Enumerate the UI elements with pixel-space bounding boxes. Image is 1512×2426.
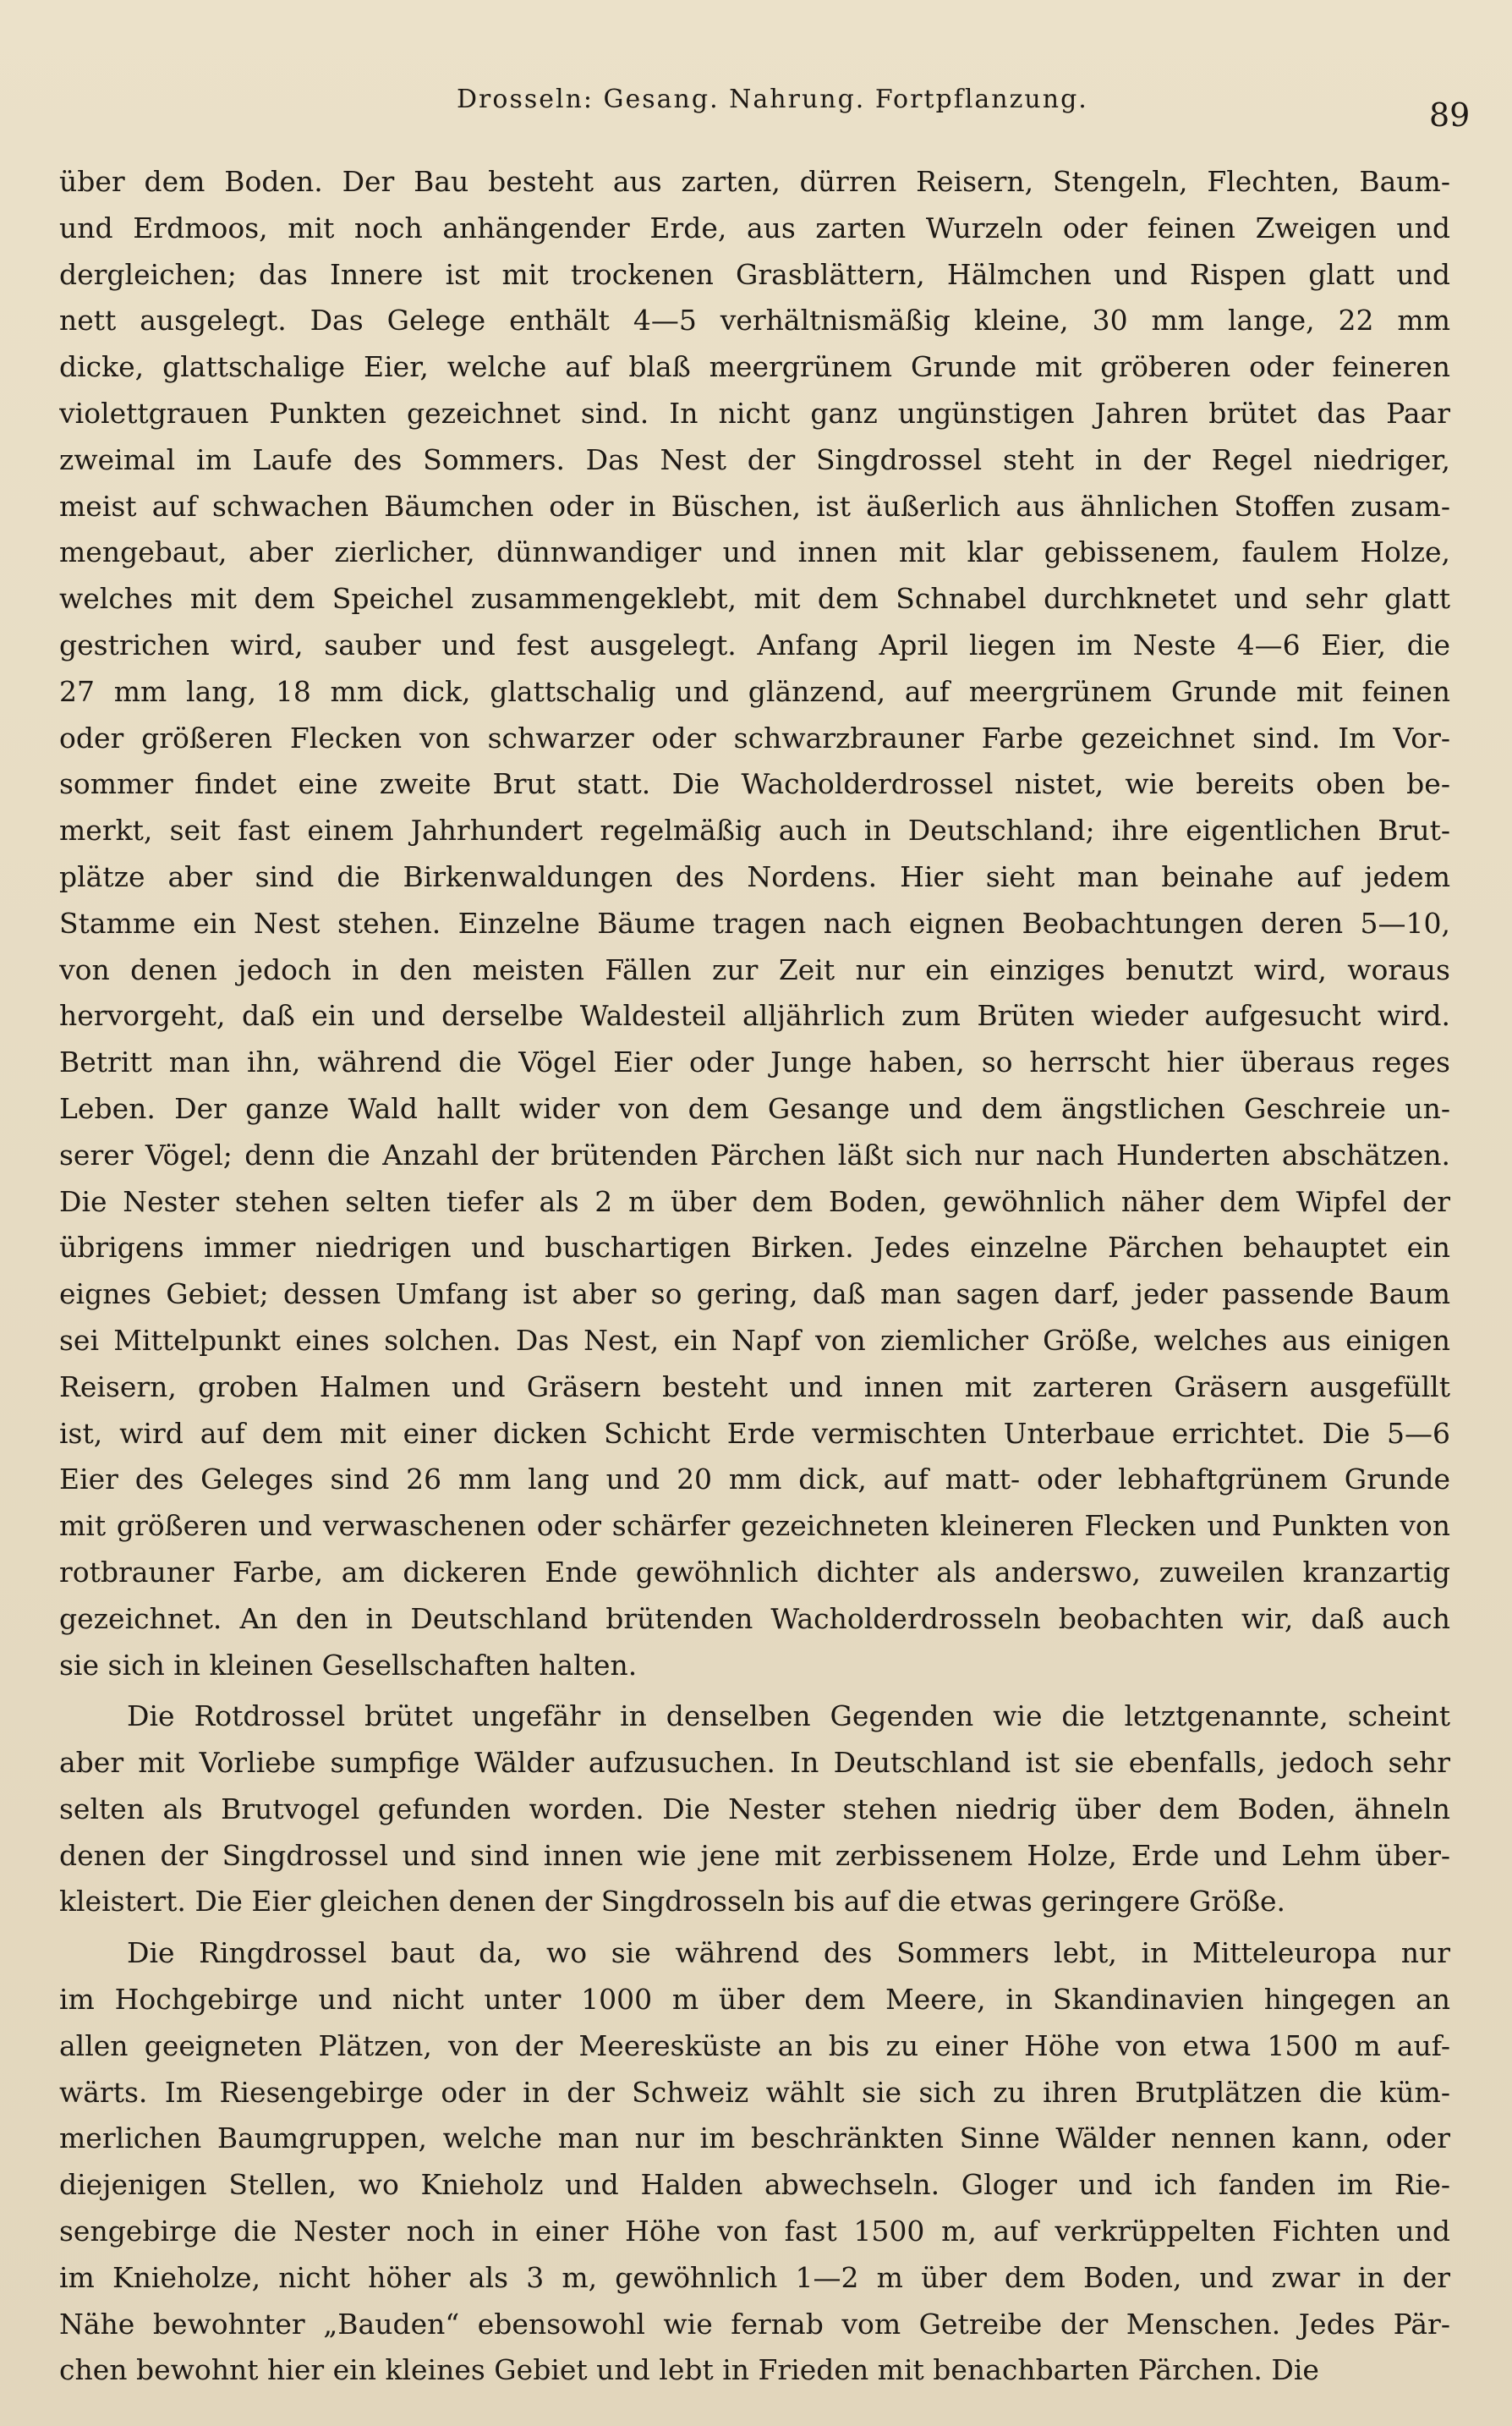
text-line: im Knieholze, nicht höher als 3 m, gewöhnlich 1—2 m über dem Boden, und zwar in der	[59, 2260, 1450, 2294]
text-line: wärts. Im Riesengebirge oder in der Schweiz wählt sie sich zu ihren Brutplätzen die küm-	[59, 2075, 1450, 2109]
text-line: plätze aber sind die Birkenwaldungen des Nordens. Hier sieht man beinahe auf jedem	[59, 859, 1450, 893]
text-line: merlichen Baumgruppen, welche man nur im beschränkten Sinne Wälder nennen kann, oder	[59, 2121, 1450, 2155]
text-line: im Hochgebirge und nicht unter 1000 m über dem Meere, in Skandinavien hingegen an	[59, 1983, 1450, 2017]
text-line: 27 mm lang, 18 mm dick, glattschalig und glänzend, auf meergrünem Grunde mit feinen	[59, 674, 1450, 708]
text-line: Die Nester stehen selten tiefer als 2 m über dem Boden, gewöhnlich näher dem Wipfel der	[59, 1184, 1450, 1218]
text-line: selten als Brutvogel gefunden worden. Die Nester stehen niedrig über dem Boden, ähneln	[59, 1792, 1450, 1825]
text-line: ist, wird auf dem mit einer dicken Schicht Erde vermischten Unterbaue errichtet. Die 5—6	[59, 1416, 1450, 1450]
text-line: dergleichen; das Innere ist mit trockenen Grasblättern, Hälmchen und Rispen glatt und	[59, 257, 1450, 291]
paragraph	[59, 159, 1450, 1688]
body-text	[59, 159, 1450, 2394]
text-line: welches mit dem Speichel zusammengeklebt, mit dem Schnabel durchknetet und sehr glatt	[59, 582, 1450, 616]
text-line: violettgrauen Punkten gezeichnet sind. In nicht ganz ungünstigen Jahren brütet das Paar	[59, 396, 1450, 430]
page-header	[0, 85, 1512, 135]
text-line: zweimal im Laufe des Sommers. Das Nest der Singdrossel steht in der Regel niedriger,	[59, 442, 1450, 476]
text-line: gestrichen wird, sauber und fest ausgelegt. Anfang April liegen im Neste 4—6 Eier, die	[59, 628, 1450, 661]
text-line: hervorgeht, daß ein und derselbe Waldesteil alljährlich zum Brüten wieder aufgesucht wird.	[59, 999, 1450, 1033]
text-line: merkt, seit fast einem Jahrhundert regelmäßig auch in Deutschland; ihre eigentlichen Brut-	[59, 814, 1450, 848]
text-line: gezeichnet. An den in Deutschland brütenden Wacholderdrosseln beobachten wir, daß auch	[59, 1601, 1450, 1635]
text-line: aber mit Vorliebe sumpfige Wälder aufzusuchen. In Deutschland ist sie ebenfalls, jedoch sehr	[59, 1746, 1450, 1780]
text-line: über dem Boden. Der Bau besteht aus zarten, dürren Reisern, Stengeln, Flechten, Baum-	[59, 165, 1450, 198]
text-line: kleistert. Die Eier gleichen denen der Singdrosseln bis auf die etwas geringere Größe.	[59, 1885, 1286, 1918]
text-line: Nähe bewohnter „Bauden“ ebensowohl wie fernab vom Getreibe der Menschen. Jedes Pär-	[59, 2307, 1450, 2341]
text-line: nett ausgelegt. Das Gelege enthält 4—5 verhältnismäßig kleine, 30 mm lange, 22 mm	[59, 304, 1450, 338]
text-line: meist auf schwachen Bäumchen oder in Büschen, ist äußerlich aus ähnlichen Stoffen zusam-	[59, 489, 1450, 523]
text-line: eignes Gebiet; dessen Umfang ist aber so gering, daß man sagen darf, jeder passende Baum	[59, 1277, 1450, 1311]
text-line: serer Vögel; denn die Anzahl der brütenden Pärchen läßt sich nur nach Hunderten abschätzen.	[59, 1138, 1450, 1172]
text-line: mit größeren und verwaschenen oder schärfer gezeichneten kleineren Flecken und Punkten von	[59, 1509, 1450, 1543]
text-line: von denen jedoch in den meisten Fällen zur Zeit nur ein einziges benutzt wird, woraus	[59, 952, 1450, 986]
text-line: denen der Singdrossel und sind innen wie jene mit zerbissenem Holze, Erde und Lehm über-	[59, 1838, 1450, 1872]
text-line: Die Rotdrossel brütet ungefähr in denselben Gegenden wie die letztgenannte, scheint	[127, 1699, 1450, 1733]
text-line: sommer findet eine zweite Brut statt. Die Wacholderdrossel nistet, wie bereits oben be-	[59, 767, 1450, 801]
text-line: sie sich in kleinen Gesellschaften halten.	[59, 1648, 638, 1682]
text-line: sei Mittelpunkt eines solchen. Das Nest, ein Napf von ziemlicher Größe, welches aus einigen	[59, 1323, 1450, 1357]
paragraph	[59, 1930, 1450, 2394]
text-line: allen geeigneten Plätzen, von der Meeresküste an bis zu einer Höhe von etwa 1500 m auf-	[59, 2028, 1450, 2062]
paragraph	[59, 1693, 1450, 1925]
text-line: mengebaut, aber zierlicher, dünnwandiger und innen mit klar gebissenem, faulem Holze,	[59, 535, 1450, 569]
text-line: dicke, glattschalige Eier, welche auf blaß meergrünem Grunde mit gröberen oder feineren	[59, 350, 1450, 384]
text-line: oder größeren Flecken von schwarzer oder schwarzbrauner Farbe gezeichnet sind. Im Vor-	[59, 721, 1450, 755]
text-line: diejenigen Stellen, wo Knieholz und Halden abwechseln. Gloger und ich fanden im Rie-	[59, 2168, 1450, 2202]
text-line: Stamme ein Nest stehen. Einzelne Bäume tragen nach eignen Beobachtungen deren 5—10,	[59, 906, 1450, 940]
page-number: 89	[1429, 96, 1471, 134]
text-line: übrigens immer niedrigen und buschartigen Birken. Jedes einzelne Pärchen behauptet ein	[59, 1231, 1450, 1265]
text-line: Leben. Der ganze Wald hallt wider von dem Gesange und dem ängstlichen Geschreie un-	[59, 1091, 1450, 1125]
text-line: sengebirge die Nester noch in einer Höhe von fast 1500 m, auf verkrüppelten Fichten und	[59, 2215, 1450, 2248]
text-line: und Erdmoos, mit noch anhängender Erde, aus zarten Wurzeln oder feinen Zweigen und	[59, 211, 1450, 244]
text-line: Betritt man ihn, während die Vögel Eier oder Junge haben, so herrscht hier überaus reges	[59, 1046, 1450, 1079]
text-line: Reisern, groben Halmen und Gräsern besteht und innen mit zarteren Gräsern ausgefüllt	[59, 1369, 1450, 1403]
text-line: chen bewohnt hier ein kleines Gebiet und lebt in Frieden mit benachbarten Pärchen. Die	[59, 2353, 1319, 2387]
text-line: rotbrauner Farbe, am dickeren Ende gewöhnlich dichter als anderswo, zuweilen kranzartig	[59, 1555, 1450, 1589]
text-line: Eier des Geleges sind 26 mm lang und 20 mm dick, auf matt- oder lebhaftgrünem Grunde	[59, 1463, 1450, 1496]
text-line: Die Ringdrossel baut da, wo sie während des Sommers lebt, in Mitteleuropa nur	[127, 1936, 1450, 1970]
running-title: Drosseln: Gesang. Nahrung. Fortpflanzung.	[457, 85, 1088, 114]
